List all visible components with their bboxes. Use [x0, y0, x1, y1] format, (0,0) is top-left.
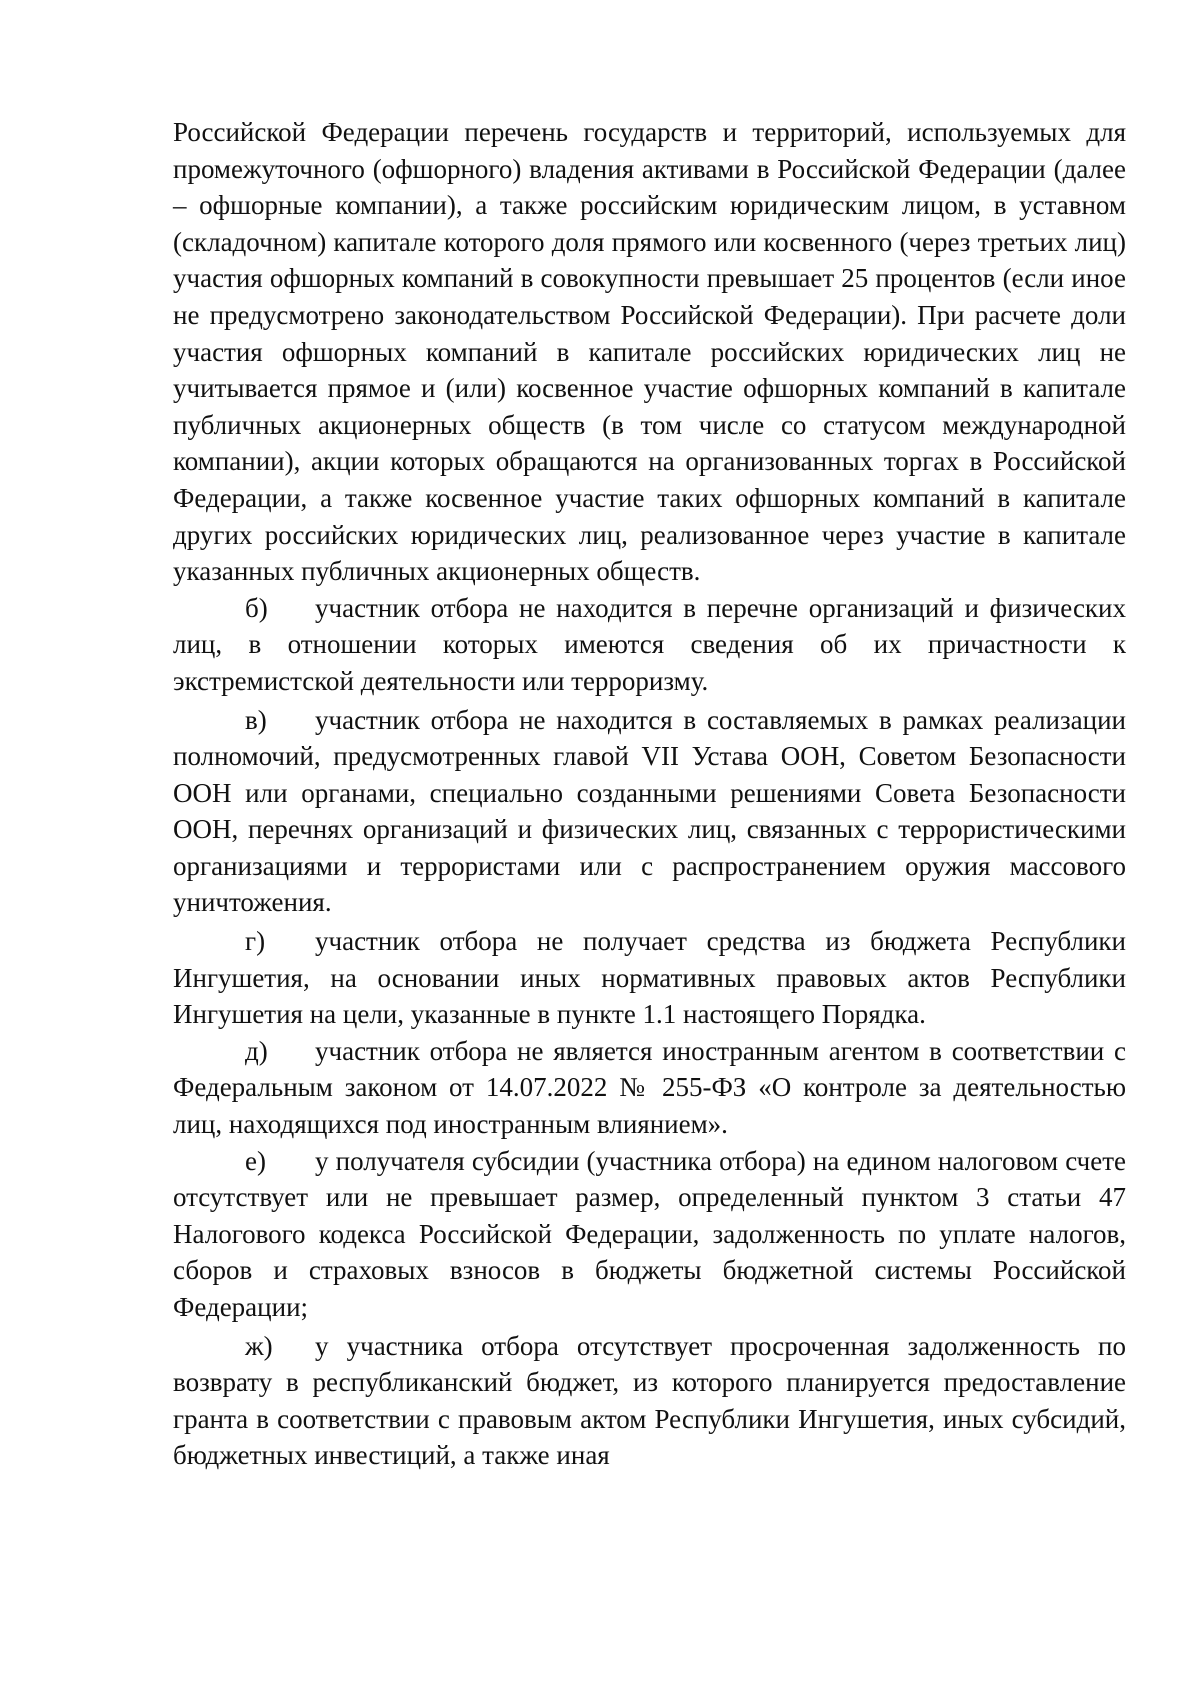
- paragraph-text: у получателя субсидии (участника отбора) на едином налоговом счете отсутствует или не превышает размер, определенный пунктом 3 статьи 47 Налогового кодекса Российской Федерации, задолженность по уплате налогов, сборов и страховых взносов в бюджеты бюджетной системы Российской Федерации;: [173, 1145, 1126, 1322]
- paragraph-text: участник отбора не находится в составляемых в рамках реализации полномочий, предусмотренных главой VII Устава ООН, Советом Безопасности ООН или органами, специально созданными решениями Совета Безопасности ООН, перечнях организаций и физических лиц, связанных с террористическими организациями и террористами или с распространением оружия массового уничтожения.: [173, 704, 1126, 918]
- paragraph-text: участник отбора не находится в перечне организаций и физических лиц, в отношении которых имеются сведения об их причастности к экстремистской деятельности или терроризму.: [173, 592, 1126, 696]
- paragraph-item-zh: [173, 1328, 1126, 1474]
- item-marker: д): [245, 1035, 268, 1066]
- paragraph-text: участник отбора не получает средства из бюджета Республики Ингушетия, на основании иных нормативных правовых актов Республики Ингушетия на цели, указанные в пункте 1.1 настоящего Порядка.: [173, 926, 1126, 1030]
- paragraph-text: Российской Федерации перечень государств и территорий, используемых для промежуточного (офшорного) владения активами в Российской Федерации (далее – офшорные компании), а также российским юридическим лицом, в уставном (складочном) капитале которого доля прямого или косвенного (через третьих лиц) участия офшорных компаний в совокупности превышает 25 процентов (если иное не предусмотрено законодательством Российской Федерации). При расчете доли участия офшорных компаний в капитале российских юридических лиц не учитывается прямое и (или) косвенное участие офшорных компаний в капитале публичных акционерных обществ (в том числе со статусом международной компании), акции которых обращаются на организованных торгах в Российской Федерации, а также косвенное участие таких офшорных компаний в капитале других российских юридических лиц, реализованное через участие в капитале указанных публичных акционерных обществ.: [173, 117, 1126, 587]
- paragraph-item-d: [173, 1033, 1126, 1143]
- paragraph-text: участник отбора не является иностранным агентом в соответствии с Федеральным законом от 14.07.2022 № 255-ФЗ «О контроле за деятельностью лиц, находящихся под иностранным влиянием».: [173, 1035, 1126, 1140]
- item-marker: е): [245, 1145, 266, 1176]
- paragraph-text: у участника отбора отсутствует просроченная задолженность по возврату в республиканский бюджет, из которого планируется предоставление гранта в соответствии с правовым актом Республики Ингушетия, иных субсидий, бюджетных инвестиций, а также иная: [173, 1330, 1126, 1471]
- item-marker: б): [245, 592, 268, 623]
- paragraph-item-b: [173, 590, 1126, 700]
- paragraph-offshore-continuation: [173, 114, 1126, 590]
- paragraph-item-e: [173, 1143, 1126, 1326]
- item-marker: ж): [245, 1330, 273, 1361]
- paragraph-item-g: [173, 923, 1126, 1033]
- item-marker: г): [245, 926, 266, 957]
- item-marker: в): [245, 704, 267, 735]
- document-body: [173, 114, 1126, 1474]
- paragraph-item-v: [173, 702, 1126, 922]
